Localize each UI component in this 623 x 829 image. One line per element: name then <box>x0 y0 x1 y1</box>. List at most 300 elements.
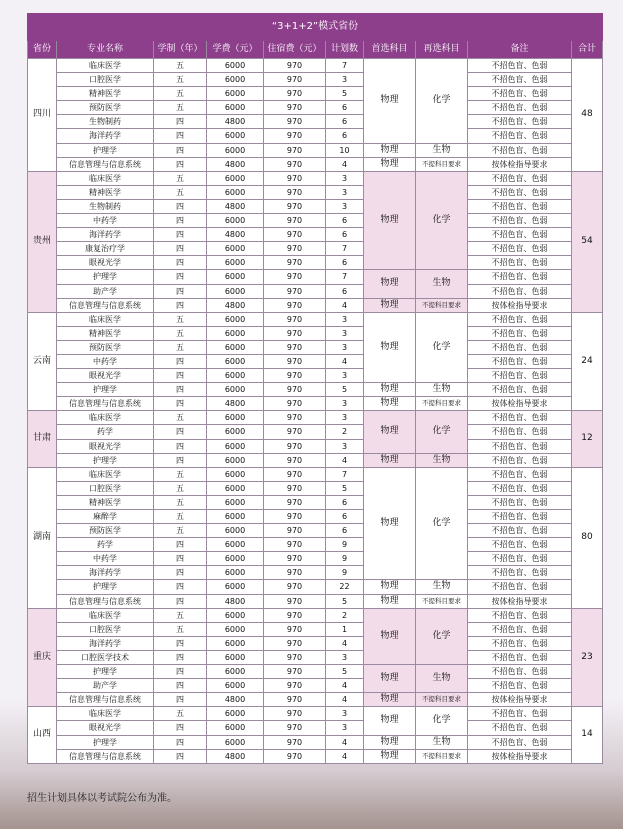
major-cell: 精神医学 <box>57 495 154 509</box>
table-row <box>28 256 603 270</box>
province-cell: 甘肃 <box>28 411 57 467</box>
header-row <box>28 41 603 59</box>
years-cell: 四 <box>154 693 207 707</box>
dorm-fee-cell: 970 <box>264 707 326 721</box>
major-cell: 信息管理与信息系统 <box>57 157 154 171</box>
table-row <box>28 143 603 157</box>
years-cell: 四 <box>154 580 207 594</box>
tuition-cell: 4800 <box>207 157 264 171</box>
years-cell: 四 <box>154 256 207 270</box>
years-cell: 四 <box>154 284 207 298</box>
years-cell: 五 <box>154 340 207 354</box>
years-cell: 四 <box>154 735 207 749</box>
table-row <box>28 340 603 354</box>
col-header-total: 合计 <box>572 41 603 59</box>
note-cell: 不招色盲、色弱 <box>468 665 572 679</box>
note-cell: 不招色盲、色弱 <box>468 199 572 213</box>
plan-cell: 4 <box>326 453 364 467</box>
note-cell: 按体检指导要求 <box>468 397 572 411</box>
col-header-plan: 计划数 <box>326 41 364 59</box>
years-cell: 四 <box>154 383 207 397</box>
dorm-fee-cell: 970 <box>264 622 326 636</box>
major-cell: 精神医学 <box>57 87 154 101</box>
major-cell: 助产学 <box>57 679 154 693</box>
note-cell: 按体检指导要求 <box>468 157 572 171</box>
major-cell: 预防医学 <box>57 101 154 115</box>
note-cell: 不招色盲、色弱 <box>468 721 572 735</box>
plan-cell: 3 <box>326 312 364 326</box>
tuition-cell: 6000 <box>207 665 264 679</box>
note-cell: 不招色盲、色弱 <box>468 284 572 298</box>
table-row <box>28 693 603 707</box>
years-cell: 五 <box>154 185 207 199</box>
years-cell: 五 <box>154 87 207 101</box>
table-row <box>28 397 603 411</box>
plan-cell: 9 <box>326 538 364 552</box>
table-row <box>28 115 603 129</box>
tuition-cell: 6000 <box>207 284 264 298</box>
plan-cell: 3 <box>326 326 364 340</box>
total-cell: 80 <box>572 467 603 608</box>
dorm-fee-cell: 970 <box>264 101 326 115</box>
footnote: 招生计划具体以考试院公布为准。 <box>27 793 177 804</box>
table-row <box>28 707 603 721</box>
second-subject-cell: 化学 <box>416 171 468 270</box>
dorm-fee-cell: 970 <box>264 749 326 763</box>
tuition-cell: 6000 <box>207 735 264 749</box>
major-cell: 临床医学 <box>57 707 154 721</box>
tuition-cell: 6000 <box>207 411 264 425</box>
second-subject-cell: 生物 <box>416 665 468 693</box>
dorm-fee-cell: 970 <box>264 397 326 411</box>
dorm-fee-cell: 970 <box>264 143 326 157</box>
plan-cell: 4 <box>326 735 364 749</box>
plan-cell: 6 <box>326 495 364 509</box>
col-header-note: 备注 <box>468 41 572 59</box>
tuition-cell: 6000 <box>207 214 264 228</box>
note-cell: 不招色盲、色弱 <box>468 636 572 650</box>
note-cell: 不招色盲、色弱 <box>468 453 572 467</box>
total-cell: 24 <box>572 312 603 411</box>
table-row <box>28 171 603 185</box>
years-cell: 四 <box>154 552 207 566</box>
tuition-cell: 4800 <box>207 749 264 763</box>
col-header-first-subject: 首选科目 <box>364 41 416 59</box>
plan-cell: 9 <box>326 552 364 566</box>
tuition-cell: 6000 <box>207 580 264 594</box>
dorm-fee-cell: 970 <box>264 566 326 580</box>
tuition-cell: 6000 <box>207 312 264 326</box>
plan-cell: 5 <box>326 383 364 397</box>
years-cell: 五 <box>154 524 207 538</box>
dorm-fee-cell: 970 <box>264 59 326 73</box>
dorm-fee-cell: 970 <box>264 481 326 495</box>
plan-cell: 3 <box>326 185 364 199</box>
tuition-cell: 6000 <box>207 59 264 73</box>
second-subject-cell: 化学 <box>416 467 468 580</box>
table-row <box>28 284 603 298</box>
note-cell: 不招色盲、色弱 <box>468 270 572 284</box>
first-subject-cell: 物理 <box>364 270 416 298</box>
years-cell: 五 <box>154 326 207 340</box>
second-subject-cell: 不提科目要求 <box>416 157 468 171</box>
major-cell: 信息管理与信息系统 <box>57 298 154 312</box>
table-row <box>28 369 603 383</box>
tuition-cell: 6000 <box>207 650 264 664</box>
note-cell: 不招色盲、色弱 <box>468 650 572 664</box>
years-cell: 五 <box>154 59 207 73</box>
enrollment-plan-table <box>27 13 603 764</box>
years-cell: 四 <box>154 228 207 242</box>
major-cell: 口腔医学 <box>57 622 154 636</box>
major-cell: 海洋药学 <box>57 566 154 580</box>
second-subject-cell: 不提科目要求 <box>416 749 468 763</box>
note-cell: 不招色盲、色弱 <box>468 467 572 481</box>
years-cell: 四 <box>154 115 207 129</box>
major-cell: 海洋药学 <box>57 636 154 650</box>
plan-cell: 4 <box>326 749 364 763</box>
years-cell: 五 <box>154 495 207 509</box>
note-cell: 不招色盲、色弱 <box>468 552 572 566</box>
plan-cell: 4 <box>326 693 364 707</box>
table-row <box>28 566 603 580</box>
tuition-cell: 6000 <box>207 73 264 87</box>
note-cell: 不招色盲、色弱 <box>468 679 572 693</box>
years-cell: 五 <box>154 101 207 115</box>
note-cell: 不招色盲、色弱 <box>468 87 572 101</box>
tuition-cell: 6000 <box>207 679 264 693</box>
dorm-fee-cell: 970 <box>264 369 326 383</box>
second-subject-cell: 生物 <box>416 453 468 467</box>
plan-cell: 2 <box>326 425 364 439</box>
dorm-fee-cell: 970 <box>264 594 326 608</box>
dorm-fee-cell: 970 <box>264 340 326 354</box>
first-subject-cell: 物理 <box>364 411 416 453</box>
plan-cell: 3 <box>326 650 364 664</box>
table-row <box>28 524 603 538</box>
note-cell: 不招色盲、色弱 <box>468 538 572 552</box>
tuition-cell: 4800 <box>207 397 264 411</box>
tuition-cell: 6000 <box>207 185 264 199</box>
dorm-fee-cell: 970 <box>264 242 326 256</box>
second-subject-cell: 生物 <box>416 735 468 749</box>
table-row <box>28 481 603 495</box>
dorm-fee-cell: 970 <box>264 453 326 467</box>
years-cell: 四 <box>154 679 207 693</box>
table-row <box>28 608 603 622</box>
major-cell: 药学 <box>57 425 154 439</box>
province-cell: 四川 <box>28 59 57 172</box>
years-cell: 四 <box>154 538 207 552</box>
plan-cell: 9 <box>326 566 364 580</box>
plan-cell: 1 <box>326 622 364 636</box>
dorm-fee-cell: 970 <box>264 199 326 213</box>
province-cell: 重庆 <box>28 608 57 707</box>
first-subject-cell: 物理 <box>364 665 416 693</box>
plan-cell: 6 <box>326 284 364 298</box>
plan-cell: 10 <box>326 143 364 157</box>
first-subject-cell: 物理 <box>364 383 416 397</box>
tuition-cell: 6000 <box>207 636 264 650</box>
province-cell: 山西 <box>28 707 57 763</box>
years-cell: 五 <box>154 707 207 721</box>
plan-cell: 4 <box>326 636 364 650</box>
years-cell: 四 <box>154 636 207 650</box>
second-subject-cell: 不提科目要求 <box>416 298 468 312</box>
dorm-fee-cell: 970 <box>264 580 326 594</box>
table-body <box>28 59 603 764</box>
first-subject-cell: 物理 <box>364 580 416 594</box>
note-cell: 不招色盲、色弱 <box>468 214 572 228</box>
major-cell: 护理学 <box>57 580 154 594</box>
note-cell: 不招色盲、色弱 <box>468 354 572 368</box>
years-cell: 四 <box>154 270 207 284</box>
dorm-fee-cell: 970 <box>264 298 326 312</box>
plan-cell: 5 <box>326 87 364 101</box>
major-cell: 眼视光学 <box>57 369 154 383</box>
dorm-fee-cell: 970 <box>264 650 326 664</box>
major-cell: 护理学 <box>57 453 154 467</box>
dorm-fee-cell: 970 <box>264 735 326 749</box>
note-cell: 不招色盲、色弱 <box>468 622 572 636</box>
table-row <box>28 270 603 284</box>
table-row <box>28 453 603 467</box>
major-cell: 临床医学 <box>57 171 154 185</box>
tuition-cell: 6000 <box>207 326 264 340</box>
tuition-cell: 6000 <box>207 467 264 481</box>
dorm-fee-cell: 970 <box>264 467 326 481</box>
tuition-cell: 6000 <box>207 256 264 270</box>
major-cell: 护理学 <box>57 143 154 157</box>
dorm-fee-cell: 970 <box>264 495 326 509</box>
table-row <box>28 242 603 256</box>
tuition-cell: 6000 <box>207 383 264 397</box>
table-row <box>28 411 603 425</box>
tuition-cell: 6000 <box>207 481 264 495</box>
table-row <box>28 157 603 171</box>
major-cell: 护理学 <box>57 270 154 284</box>
tuition-cell: 6000 <box>207 171 264 185</box>
plan-cell: 6 <box>326 524 364 538</box>
major-cell: 中药学 <box>57 354 154 368</box>
major-cell: 生物制药 <box>57 115 154 129</box>
enrollment-plan-table-container <box>27 13 602 764</box>
second-subject-cell: 化学 <box>416 59 468 144</box>
years-cell: 五 <box>154 312 207 326</box>
table-row <box>28 326 603 340</box>
major-cell: 口腔医学 <box>57 481 154 495</box>
plan-cell: 7 <box>326 242 364 256</box>
dorm-fee-cell: 970 <box>264 73 326 87</box>
note-cell: 按体检指导要求 <box>468 693 572 707</box>
plan-cell: 22 <box>326 580 364 594</box>
years-cell: 五 <box>154 73 207 87</box>
dorm-fee-cell: 970 <box>264 665 326 679</box>
years-cell: 四 <box>154 129 207 143</box>
major-cell: 康复治疗学 <box>57 242 154 256</box>
tuition-cell: 6000 <box>207 87 264 101</box>
province-cell: 云南 <box>28 312 57 411</box>
tuition-cell: 4800 <box>207 115 264 129</box>
plan-cell: 3 <box>326 439 364 453</box>
major-cell: 眼视光学 <box>57 721 154 735</box>
years-cell: 五 <box>154 622 207 636</box>
table-row <box>28 214 603 228</box>
dorm-fee-cell: 970 <box>264 693 326 707</box>
note-cell: 不招色盲、色弱 <box>468 340 572 354</box>
first-subject-cell: 物理 <box>364 397 416 411</box>
note-cell: 不招色盲、色弱 <box>468 707 572 721</box>
major-cell: 信息管理与信息系统 <box>57 594 154 608</box>
tuition-cell: 6000 <box>207 129 264 143</box>
years-cell: 四 <box>154 214 207 228</box>
tuition-cell: 6000 <box>207 270 264 284</box>
years-cell: 四 <box>154 566 207 580</box>
note-cell: 不招色盲、色弱 <box>468 326 572 340</box>
major-cell: 海洋药学 <box>57 129 154 143</box>
major-cell: 护理学 <box>57 665 154 679</box>
dorm-fee-cell: 970 <box>264 524 326 538</box>
note-cell: 不招色盲、色弱 <box>468 101 572 115</box>
major-cell: 海洋药学 <box>57 228 154 242</box>
table-row <box>28 199 603 213</box>
dorm-fee-cell: 970 <box>264 270 326 284</box>
plan-cell: 6 <box>326 228 364 242</box>
table-row <box>28 312 603 326</box>
first-subject-cell: 物理 <box>364 594 416 608</box>
years-cell: 五 <box>154 467 207 481</box>
table-row <box>28 749 603 763</box>
note-cell: 不招色盲、色弱 <box>468 524 572 538</box>
note-cell: 不招色盲、色弱 <box>468 566 572 580</box>
dorm-fee-cell: 970 <box>264 256 326 270</box>
second-subject-cell: 化学 <box>416 312 468 382</box>
plan-cell: 3 <box>326 369 364 383</box>
dorm-fee-cell: 970 <box>264 608 326 622</box>
years-cell: 四 <box>154 721 207 735</box>
table-title: “3+1+2”模式省份 <box>28 14 603 41</box>
total-cell: 54 <box>572 171 603 312</box>
tuition-cell: 4800 <box>207 199 264 213</box>
years-cell: 四 <box>154 650 207 664</box>
years-cell: 四 <box>154 425 207 439</box>
note-cell: 不招色盲、色弱 <box>468 383 572 397</box>
dorm-fee-cell: 970 <box>264 115 326 129</box>
plan-cell: 3 <box>326 721 364 735</box>
major-cell: 麻醉学 <box>57 510 154 524</box>
years-cell: 四 <box>154 397 207 411</box>
plan-cell: 3 <box>326 199 364 213</box>
table-row <box>28 73 603 87</box>
note-cell: 按体检指导要求 <box>468 594 572 608</box>
second-subject-cell: 不提科目要求 <box>416 397 468 411</box>
col-header-second-subject: 再选科目 <box>416 41 468 59</box>
plan-cell: 4 <box>326 679 364 693</box>
major-cell: 中药学 <box>57 214 154 228</box>
major-cell: 预防医学 <box>57 524 154 538</box>
table-row <box>28 622 603 636</box>
table-row <box>28 721 603 735</box>
table-row <box>28 185 603 199</box>
tuition-cell: 6000 <box>207 622 264 636</box>
dorm-fee-cell: 970 <box>264 439 326 453</box>
major-cell: 精神医学 <box>57 185 154 199</box>
plan-cell: 5 <box>326 481 364 495</box>
dorm-fee-cell: 970 <box>264 214 326 228</box>
plan-cell: 4 <box>326 354 364 368</box>
note-cell: 不招色盲、色弱 <box>468 735 572 749</box>
dorm-fee-cell: 970 <box>264 312 326 326</box>
first-subject-cell: 物理 <box>364 143 416 157</box>
note-cell: 不招色盲、色弱 <box>468 312 572 326</box>
dorm-fee-cell: 970 <box>264 129 326 143</box>
dorm-fee-cell: 970 <box>264 425 326 439</box>
years-cell: 四 <box>154 298 207 312</box>
dorm-fee-cell: 970 <box>264 157 326 171</box>
dorm-fee-cell: 970 <box>264 87 326 101</box>
col-header-province: 省份 <box>28 41 57 59</box>
major-cell: 临床医学 <box>57 312 154 326</box>
note-cell: 不招色盲、色弱 <box>468 439 572 453</box>
major-cell: 中药学 <box>57 552 154 566</box>
col-header-major: 专业名称 <box>57 41 154 59</box>
tuition-cell: 6000 <box>207 439 264 453</box>
first-subject-cell: 物理 <box>364 171 416 270</box>
note-cell: 不招色盲、色弱 <box>468 608 572 622</box>
note-cell: 不招色盲、色弱 <box>468 495 572 509</box>
second-subject-cell: 化学 <box>416 707 468 735</box>
years-cell: 四 <box>154 594 207 608</box>
tuition-cell: 6000 <box>207 721 264 735</box>
major-cell: 护理学 <box>57 383 154 397</box>
note-cell: 不招色盲、色弱 <box>468 481 572 495</box>
major-cell: 精神医学 <box>57 326 154 340</box>
note-cell: 不招色盲、色弱 <box>468 411 572 425</box>
tuition-cell: 6000 <box>207 566 264 580</box>
major-cell: 信息管理与信息系统 <box>57 693 154 707</box>
dorm-fee-cell: 970 <box>264 228 326 242</box>
major-cell: 口腔医学 <box>57 73 154 87</box>
first-subject-cell: 物理 <box>364 298 416 312</box>
tuition-cell: 4800 <box>207 298 264 312</box>
note-cell: 不招色盲、色弱 <box>468 242 572 256</box>
years-cell: 四 <box>154 439 207 453</box>
years-cell: 五 <box>154 608 207 622</box>
total-cell: 12 <box>572 411 603 467</box>
table-row <box>28 101 603 115</box>
col-header-years: 学制（年） <box>154 41 207 59</box>
dorm-fee-cell: 970 <box>264 721 326 735</box>
tuition-cell: 6000 <box>207 538 264 552</box>
plan-cell: 6 <box>326 214 364 228</box>
first-subject-cell: 物理 <box>364 453 416 467</box>
tuition-cell: 6000 <box>207 524 264 538</box>
tuition-cell: 6000 <box>207 242 264 256</box>
plan-cell: 6 <box>326 256 364 270</box>
years-cell: 四 <box>154 453 207 467</box>
table-row <box>28 650 603 664</box>
tuition-cell: 6000 <box>207 425 264 439</box>
table-row <box>28 495 603 509</box>
plan-cell: 3 <box>326 340 364 354</box>
plan-cell: 7 <box>326 59 364 73</box>
table-row <box>28 510 603 524</box>
major-cell: 助产学 <box>57 284 154 298</box>
years-cell: 五 <box>154 510 207 524</box>
second-subject-cell: 化学 <box>416 411 468 453</box>
table-row <box>28 636 603 650</box>
plan-cell: 5 <box>326 594 364 608</box>
